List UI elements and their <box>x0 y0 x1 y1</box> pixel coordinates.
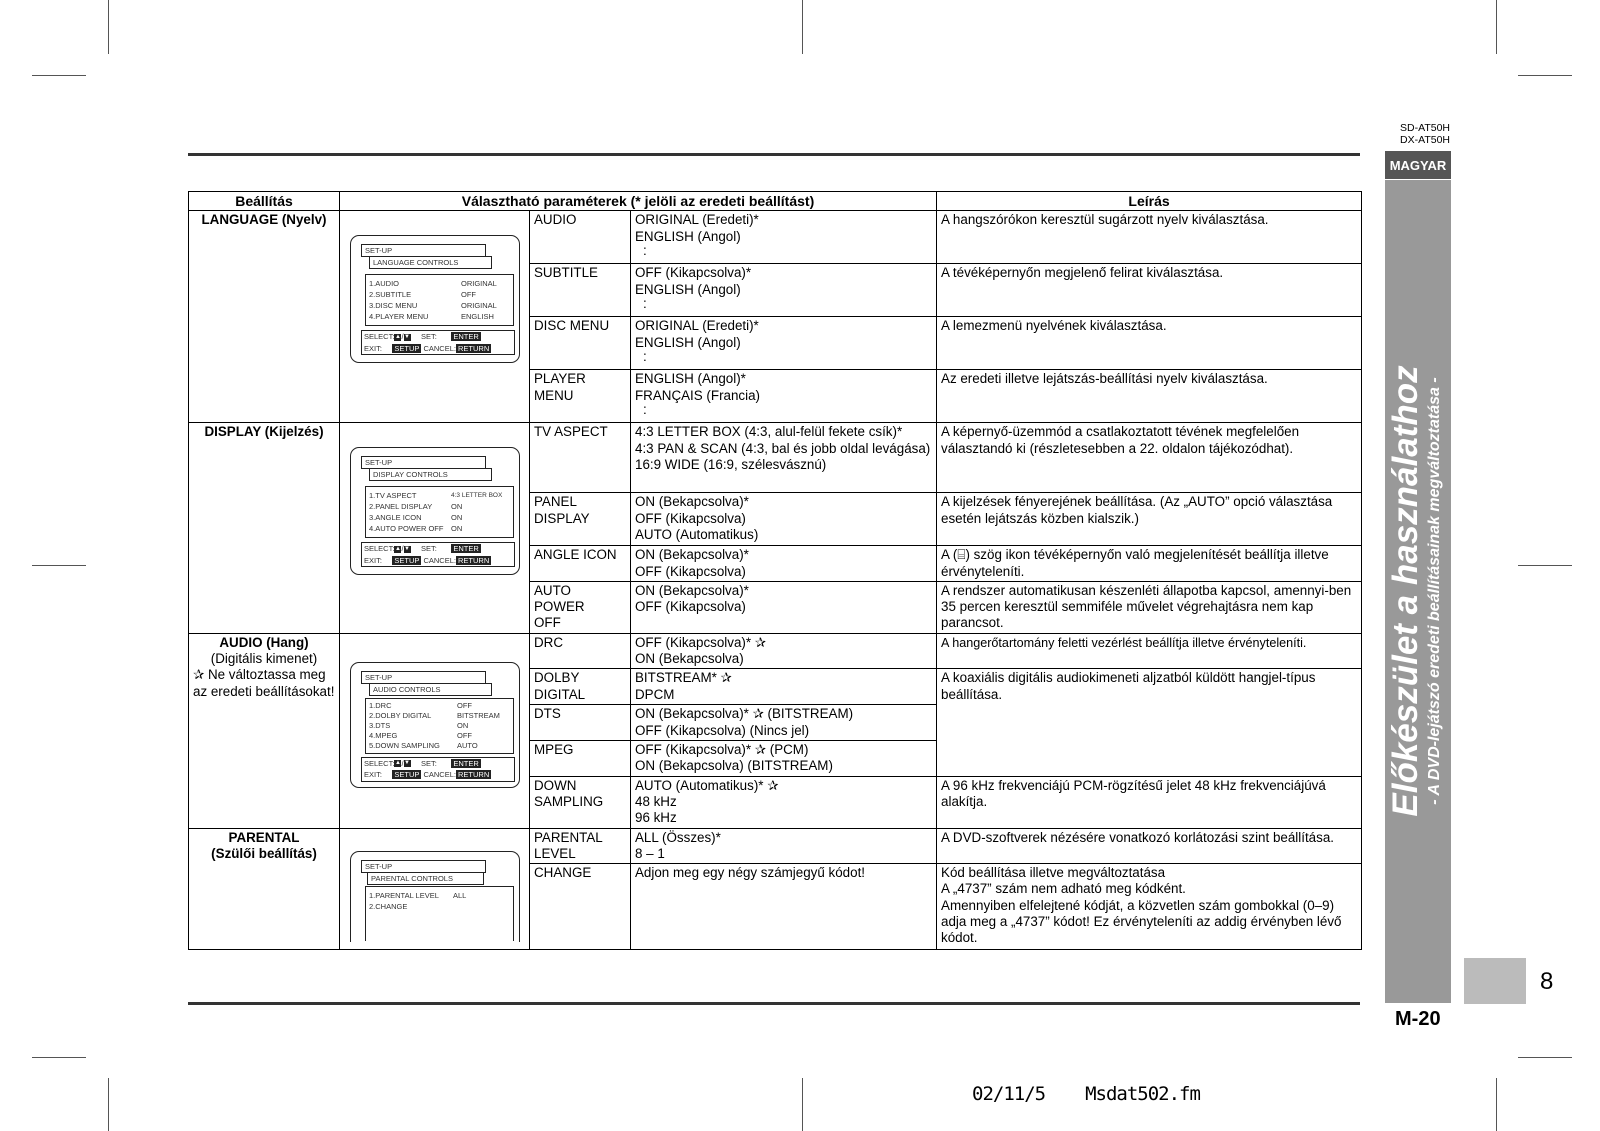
osd-row: 3.DISC MENU ORIGINAL <box>369 301 497 311</box>
sidebar-title <box>1387 201 1449 981</box>
osd-row: 3.DTS ON <box>369 720 469 730</box>
page-number: 8 <box>1540 968 1554 995</box>
osd-subtab: LANGUAGE CONTROLS <box>369 256 492 269</box>
footer-date: 02/11/5 <box>972 1083 1046 1105</box>
footer-file: Msdat502.fm <box>1085 1083 1200 1105</box>
param-options: ON (Bekapcsolva)* OFF (Kikapcsolva) AUTO (Automatikus) <box>631 493 937 546</box>
osd-screen-parental <box>350 851 520 942</box>
crop-mark <box>802 1078 803 1131</box>
param-name: SUBTITLE <box>530 264 631 317</box>
setting-title: PARENTAL <box>228 829 300 845</box>
param-name: TV ASPECT <box>530 423 631 493</box>
param-options: OFF (Kikapcsolva)* ENGLISH (Angol) : <box>631 264 937 317</box>
setting-parental <box>189 828 340 950</box>
osd-footer: SELECT:▲/▼ SET: ENTER EXIT: SETUP CANCEL: RETURN <box>361 757 515 782</box>
param-desc: Az eredeti illetve lejátszás-beállítási nyelv kiválasztása. <box>937 370 1362 423</box>
table-row <box>189 211 1362 264</box>
param-options: ALL (Összes)* 8 – 1 <box>631 828 937 864</box>
setting-audio <box>189 633 340 828</box>
osd-row: 5.DOWN SAMPLING AUTO <box>369 740 478 750</box>
osd-row: 2.PANEL DISPLAY ON <box>369 502 463 512</box>
osd-list <box>365 698 514 754</box>
param-desc: A tévéképernyőn megjelenő felirat kiválasztása. <box>937 264 1362 317</box>
osd-footer: SELECT:▲/▼ SET: ENTER EXIT: SETUP CANCEL: RETURN <box>361 330 515 355</box>
param-options: ENGLISH (Angol)* FRANÇAIS (Francia) : <box>631 370 937 423</box>
param-name: PARENTAL LEVEL <box>530 828 631 864</box>
param-name: DTS <box>530 705 631 741</box>
param-name: AUTO POWER OFF <box>530 581 631 633</box>
language-tab: MAGYAR <box>1385 151 1451 179</box>
param-desc: A hangerőtartomány feletti vezérlést beállítja illetve érvényteleníti. <box>937 633 1362 669</box>
osd-subtab: DISPLAY CONTROLS <box>369 468 492 481</box>
crop-mark <box>802 0 803 54</box>
param-desc: A kijelzések fényerejének beállítása. (Az „AUTO” opció választása esetén lejátszás közben kialszik.) <box>937 493 1362 546</box>
crop-mark <box>1518 1057 1572 1058</box>
param-desc: A DVD-szoftverek nézésére vonatkozó korlátozási szint beállítása. <box>937 828 1362 864</box>
setting-note: ✰ Ne változtassa meg az eredeti beállításokat! <box>193 667 335 699</box>
osd-row: 2.DOLBY DIGITAL BITSTREAM <box>369 710 500 720</box>
osd-row: 3.ANGLE ICON ON <box>369 513 463 523</box>
table-row <box>189 828 1362 864</box>
osd-tab: SET-UP <box>361 244 486 257</box>
setting-subtitle: (Digitális kimenet) <box>210 651 318 667</box>
crop-mark <box>32 565 86 566</box>
crop-mark <box>1518 75 1572 76</box>
param-options: ON (Bekapcsolva)* OFF (Kikapcsolva) <box>631 581 937 633</box>
param-name: AUDIO <box>530 211 631 264</box>
param-desc: A képernyő-üzemmód a csatlakoztatott tévének megfelelően választandó ki (részletesebben a 22. oldalon tájékozódhat). <box>937 423 1362 493</box>
setting-language <box>189 211 340 423</box>
table-header-row <box>189 192 1362 211</box>
param-name: DOWN SAMPLING <box>530 776 631 828</box>
osd-screen-audio <box>350 662 520 788</box>
osd-row: 2.CHANGE <box>369 901 408 911</box>
param-options: OFF (Kikapcsolva)* ✰ ON (Bekapcsolva) <box>631 633 937 669</box>
param-name: PLAYER MENU <box>530 370 631 423</box>
angle-icon: ⌸ <box>957 547 966 563</box>
page-tab <box>1464 958 1526 1004</box>
param-desc: Kód beállítása illetve megváltoztatása A „4737” szám nem adható meg kódként. Amennyiben elfelejtené kódját, a közvetlen szám gombokkal (0–9) adja meg a „4737” kódot! Ez érvényteleníti az addig érvényben lévő kódot. <box>937 864 1362 950</box>
param-options: 4:3 LETTER BOX (4:3, alul-felül fekete csík)* 4:3 PAN & SCAN (4:3, bal és jobb oldal levágása) 16:9 WIDE (16:9, szélesvásznú) <box>631 423 937 493</box>
setting-subtitle: (Szülői beállítás) <box>211 845 317 861</box>
osd-tab: SET-UP <box>361 671 486 684</box>
model-numbers <box>1390 122 1450 146</box>
osd-cell-display <box>340 423 530 633</box>
crop-mark <box>1518 565 1572 566</box>
sidebar-title-main: Előkészület a használathoz <box>1386 365 1425 817</box>
param-name: CHANGE <box>530 864 631 950</box>
crop-mark <box>108 1078 109 1131</box>
model-line-2: DX-AT50H <box>1400 134 1450 146</box>
setting-title: DISPLAY (Kijelzés) <box>204 424 324 440</box>
settings-table <box>188 191 1362 950</box>
param-options: ON (Bekapcsolva)* ✰ (BITSTREAM) OFF (Kikapcsolva) (Nincs jel) <box>631 705 937 741</box>
osd-tab: SET-UP <box>361 860 486 873</box>
param-desc: A 96 kHz frekvenciájú PCM-rögzítésű jelet 48 kHz frekvenciájúvá alakítja. <box>937 776 1362 828</box>
crop-mark <box>108 0 109 54</box>
param-options: ORIGINAL (Eredeti)* ENGLISH (Angol) : <box>631 211 937 264</box>
model-line-1: SD-AT50H <box>1400 122 1450 134</box>
osd-subtab: AUDIO CONTROLS <box>369 683 492 696</box>
osd-row: 1.TV ASPECT 4:3 LETTER BOX <box>369 491 503 501</box>
param-desc: A hangszórókon keresztül sugárzott nyelv kiválasztása. <box>937 211 1362 264</box>
osd-row: 2.SUBTITLE OFF <box>369 290 476 300</box>
param-options: BITSTREAM* ✰ DPCM <box>631 669 937 705</box>
osd-cell-parental <box>340 828 530 950</box>
setting-title: AUDIO (Hang) <box>219 634 309 650</box>
osd-cell-language <box>340 211 530 423</box>
osd-cell-audio <box>340 633 530 828</box>
table-row <box>189 423 1362 493</box>
param-name: DISC MENU <box>530 317 631 370</box>
osd-row: 1.AUDIO ORIGINAL <box>369 279 497 289</box>
header-setting: Beállítás <box>189 192 340 211</box>
sidebar-title-sub: - A DVD-lejátszó eredeti beállításainak megváltoztatása - <box>1426 377 1443 805</box>
param-desc: A koaxiális digitális audiokimeneti aljzatból küldött hangjel-típus beállítása. <box>937 669 1362 776</box>
osd-row: 4.PLAYER MENU ENGLISH <box>369 312 494 322</box>
crop-mark <box>1496 1078 1497 1131</box>
bottom-rule <box>188 1002 1360 1005</box>
param-name: MPEG <box>530 740 631 776</box>
param-desc: A (⌸) szög ikon tévéképernyőn való megjelenítését beállítja illetve érvényteleníti. <box>937 546 1362 582</box>
param-desc: A lemezmenü nyelvének kiválasztása. <box>937 317 1362 370</box>
param-name: ANGLE ICON <box>530 546 631 582</box>
param-desc: A rendszer automatikusan készenléti állapotba kapcsol, amennyi-ben 35 percen keresztül semmiféle művelet végrehajtásra nem kap parancsot. <box>937 581 1362 633</box>
osd-footer: SELECT:▲/▼ SET: ENTER EXIT: SETUP CANCEL: RETURN <box>361 542 515 567</box>
osd-screen-display <box>350 447 520 575</box>
header-params: Választható paraméterek (* jelöli az eredeti beállítást) <box>340 192 937 211</box>
param-name: PANEL DISPLAY <box>530 493 631 546</box>
param-name: DRC <box>530 633 631 669</box>
osd-list <box>365 486 514 538</box>
page-code: M-20 <box>1395 1008 1441 1030</box>
print-footer <box>972 1083 1240 1105</box>
osd-screen-language <box>350 235 520 363</box>
param-options: AUTO (Automatikus)* ✰ 48 kHz 96 kHz <box>631 776 937 828</box>
table-row <box>189 633 1362 669</box>
param-name: DOLBY DIGITAL <box>530 669 631 705</box>
setting-display <box>189 423 340 633</box>
crop-mark <box>32 1057 86 1058</box>
crop-mark <box>32 75 86 76</box>
header-desc: Leírás <box>937 192 1362 211</box>
osd-row: 1.PARENTAL LEVEL ALL <box>369 890 467 900</box>
osd-subtab: PARENTAL CONTROLS <box>367 872 484 885</box>
top-rule <box>188 153 1360 156</box>
param-options: ON (Bekapcsolva)* OFF (Kikapcsolva) <box>631 546 937 582</box>
setting-title: LANGUAGE (Nyelv) <box>201 212 327 228</box>
osd-row: 4.MPEG OFF <box>369 730 472 740</box>
param-options: Adjon meg egy négy számjegyű kódot! <box>631 864 937 950</box>
osd-row: 1.DRC OFF <box>369 700 472 710</box>
param-options: OFF (Kikapcsolva)* ✰ (PCM) ON (Bekapcsolva) (BITSTREAM) <box>631 740 937 776</box>
osd-list <box>365 886 514 941</box>
osd-list <box>365 274 514 326</box>
osd-row: 4.AUTO POWER OFF ON <box>369 524 463 534</box>
osd-tab: SET-UP <box>361 456 486 469</box>
crop-mark <box>1496 0 1497 54</box>
param-options: ORIGINAL (Eredeti)* ENGLISH (Angol) : <box>631 317 937 370</box>
